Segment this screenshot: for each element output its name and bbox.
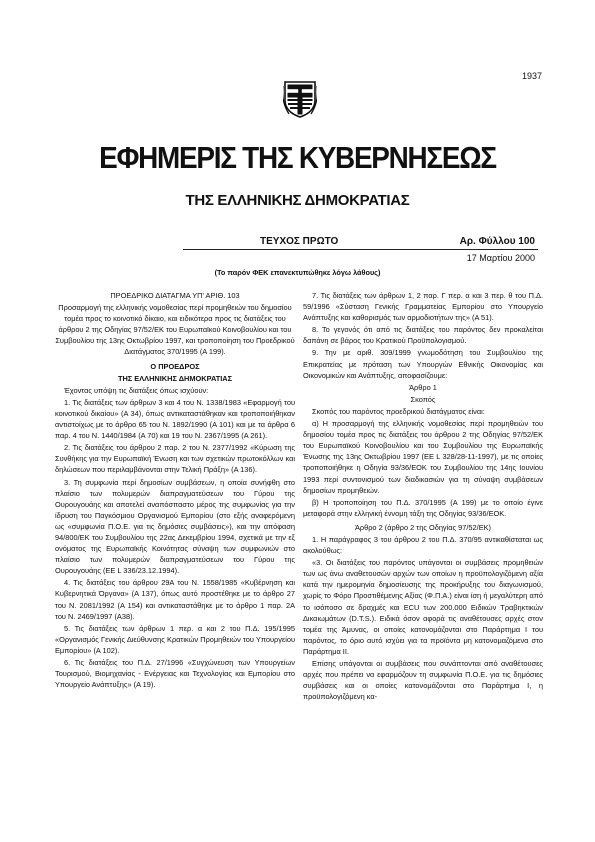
consideration-item: 2. Τις διατάξεις του άρθρου 2 παρ. 2 του Ν. 2377/1992 «Κύρωση της Συνθήκης για την Ευρωπαϊκή Ένωση και των σχετικών πρωτοκόλλων και δηλώσεων που περιλαμβάνονται στην Τελική Πράξη» (Α 136).: [55, 443, 295, 475]
article-1-point-b: β) Η τροποποίηση του Π.Δ. 370/1995 (Α 199) με το οποίο έγινε μεταφορά στην ελληνική έννομη τάξη της Οδηγίας 93/36/ΕΟΚ.: [303, 497, 543, 518]
consideration-item: 3. Τη συμφωνία περί δημοσίων συμβάσεων, η οποία συνήφθη στο πλαίσιο των πολυμερών διαπραγματεύσεων του Γύρου της Ουρουγουάης και αποτελεί αναπόσπαστο μέρος της συμφωνίας για την ίδρυση του Παγκόσμιου Οργανισμού Εμπορίου (στο εξής αναφερόμενη ως «συμφωνία Π.Ο.Ε. για τις δημόσιες συμβάσεις»), και την απόφαση 94/800/ΕΚ του Συμβουλίου της 22ας Δεκεμβρίου 1994, σχετικά με την εξ ονόματος της Ευρωπαϊκής Κοινότητας σύναψη των συμφωνιών στο πλαίσιο των πολυμερών διαπραγματεύσεων του Γύρου της Ουρουγουάης (ΕΕ L 336/23.12.1994).: [55, 477, 295, 576]
issue-series: ΤΕΥΧΟΣ ΠΡΩΤΟ: [260, 236, 339, 247]
article-2-intro: 1. Η παράγραφος 3 του άρθρου 2 του Π.Δ. 370/95 αντικαθίσταται ως ακολούθως:: [303, 534, 543, 556]
consideration-item: 1. Τις διατάξεις των άρθρων 3 και 4 του Ν. 1338/1983 «Εφαρμογή του κοινοτικού δικαίου» (Α 34), όπως αντικαταστάθηκαν και τροποποιήθηκαν αντιστοίχως με το άρθρο 65 του Ν. 1892/1990 (Α 101) και με τα άρθρα 6 παρ. 4 του Ν. 1440/1984 (Α 70) και 19 του Ν. 2367/1995 (Α 261).: [55, 397, 295, 441]
consideration-item: 6. Τις διατάξεις του Π.Δ. 27/1996 «Συγχώνευση των Υπουργείων Τουρισμού, Βιομηχανίας - Ενέργειας και Τεχνολογίας και Εμπορίου στο Υπουργείο Ανάπτυξης» (Α 19).: [55, 658, 295, 690]
decree-title: ΠΡΟΕΔΡΙΚΟ ΔΙΑΤΑΓΜΑ ΥΠ' ΑΡΙΘ. 103: [110, 291, 240, 300]
header-divider: [183, 249, 538, 250]
right-column: [303, 290, 543, 703]
article-1-point-a: α) Η προσαρμογή της ελληνικής νομοθεσίας περί προμηθειών του δημοσίου τομέα προς τις διατάξεις του άρθρου 2 της Οδηγίας 97/52/ΕΚ του Ευρωπαϊκού Κοινοβουλίου και του Συμβουλίου της Ευρωπαϊκής Ένωσης της 13ης Οκτωβρίου 1997 (ΕΕ L 328/28-11-1997), με τις οποίες τροποποιήθηκε η Οδηγία 93/36/ΕΟΚ του Συμβουλίου της 14ης Ιουνίου 1993 περί συντονισμού των διαδικασιών για τη σύναψη συμβάσεων δημοσίων προμηθειών.: [303, 419, 543, 495]
considering-line: Έχοντας υπόψη τις διατάξεις όπως ισχύουν:: [64, 385, 209, 395]
gazette-title: ΕΦΗΜΕΡΙΣ ΤΗΣ ΚΥΒΕΡΝΗΣΕΩΣ: [99, 140, 496, 175]
article-2-continuation: Επίσης υπάγονται οι συμβάσεις που συνάπτονται από αναθέτουσες αρχές που πρέπει να εφαρμόζουν τη συμφωνία Π.Ο.Ε. για τις δημόσιες συμβάσεις και οι οποίες κατονομάζονται στο Παράρτημα Ι, η προϋπολογιζόμενη κα-: [303, 659, 543, 702]
article-2-title: Άρθρο 2 (άρθρο 2 της Οδηγίας 97/52/ΕΚ): [354, 522, 492, 532]
consideration-item: 5. Τις διατάξεις των άρθρων 1 περ. α και 2 του Π.Δ. 195/1995 «Οργανισμός Γενικής Διεύθυνσης Κρατικών Προμηθειών του Υπουργείου Εμπορίου» (Α 102).: [55, 623, 295, 655]
article-1-intro: Σκοπός του παρόντος προεδρικού διατάγματος είναι:: [312, 406, 485, 416]
president-heading: Ο ΠΡΟΕΔΡΟΣ: [150, 361, 200, 371]
article-1-title: Άρθρο 1: [409, 382, 437, 392]
consideration-item: 4. Τις διατάξεις του άρθρου 29Α του Ν. 1558/1985 «Κυβέρνηση και Κυβερνητικά Όργανα» (Α 137), όπως αυτό προστέθηκε με το άρθρο 27 του Ν. 2081/1992 (Α 154) και αντικαταστάθηκε με το άρθρο 1 παρ. 2Α του Ν. 2469/1997 (Α38).: [55, 578, 295, 621]
consideration-item: 8. Το γεγονός ότι από τις διατάξεις του παρόντος δεν προκαλείται δαπάνη σε βάρος του Κρατικού Προϋπολογισμού.: [303, 325, 543, 346]
left-column: [55, 290, 295, 691]
consideration-item: 7. Τις διατάξεις των άρθρων 1, 2 παρ. Γ περ. α και 3 περ. θ του Π.Δ. 59/1996 «Σύσταση Γενικής Γραμματείας Εμπορίου στο Υπουργείο Ανάπτυξης και καθορισμός των αρμοδιοτήτων της» (Α 51).: [303, 291, 543, 323]
article-1-subtitle: Σκοπός: [410, 394, 436, 404]
reprint-note: (Το παρόν ΦΕΚ επανεκτυπώθηκε λόγω λάθους): [214, 268, 381, 277]
article-2-quote: «3. Οι διατάξεις του παρόντος υπάγονται οι συμβάσεις προμηθειών των ως άνω αναθετουσών αρχών των οποίων η προϋπολογιζόμενη αξία κατά την ημερομηνία δημοσίευσης της προκήρυξης του διαγωνισμού, χωρίς το Φόρο Προστιθέμενης Αξίας (Φ.Π.Α.) είναι ίση ή μεγαλύτερη από το ισόποσο σε δραχμές και ECU των 200.000 Ειδικών Τραβηκτικών Δικαιωμάτων (D.T.S.). Ειδικά όσον αφορά τις αναθέτουσες αρχές στον τομέα της Άμυνας, οι οποίες κατονομάζονται στο Παράρτημα Ι του παρόντος, το όριο αυτό ισχύει για τα προϊόντα μη κατονομαζόμενα στο Παράρτημα ΙΙ.: [303, 558, 543, 656]
republic-heading: ΤΗΣ ΕΛΛΗΝΙΚΗΣ ΔΗΜΟΚΡΑΤΙΑΣ: [117, 373, 233, 383]
issue-row: [0, 236, 595, 250]
gazette-subtitle: ΤΗΣ ΕΛΛΗΝΙΚΗΣ ΔΗΜΟΚΡΑΤΙΑΣ: [185, 192, 410, 209]
decree-summary: Προσαρμογή της ελληνικής νομοθεσίας περί προμηθειών του δημοσίου τομέα προς το κοινοτικό δίκαιο, και ειδικότερα προς τις διατάξεις του άρθρου 2 της Οδηγίας 97/52/ΕΚ του Ευρωπαϊκού Κοινοβουλίου και του Συμβουλίου της 13ης Οκτωβρίου 1997, και τροποποίηση του Προεδρικού Διατάγματος 370/1995 (Α 199).: [55, 303, 295, 357]
issue-sheet-number: Αρ. Φύλλου 100: [459, 236, 535, 247]
page-number: 1937: [521, 71, 542, 81]
greek-coat-of-arms-icon: [283, 78, 317, 118]
issue-date: 17 Μαρτίου 2000: [466, 253, 535, 263]
consideration-item: 9. Την με αριθ. 309/1999 γνωμοδότηση του Συμβουλίου της Επικρατείας με πρόταση των Υπουργών Εθνικής Οικονομίας και Οικονομικών και Ανάπτυξης, αποφασίζουμε:: [303, 348, 543, 380]
